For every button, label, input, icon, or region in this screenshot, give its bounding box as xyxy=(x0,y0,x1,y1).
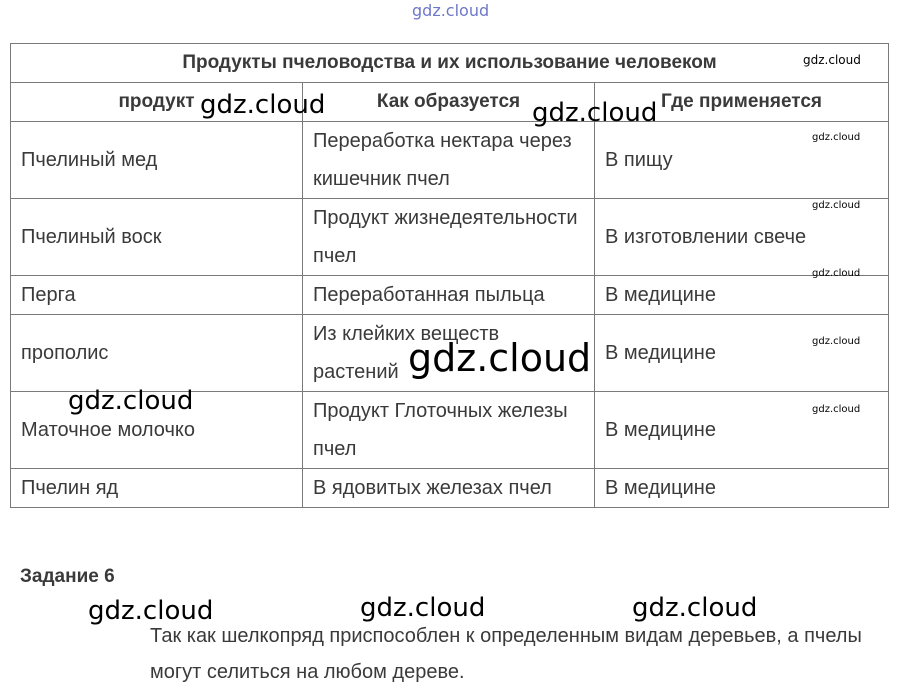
watermark: gdz.cloud xyxy=(68,386,194,416)
cell-usage: В медицине xyxy=(595,276,889,315)
cell-usage: В медицине xyxy=(595,392,889,469)
watermark: gdz.cloud xyxy=(632,593,758,623)
cell-product: Перга xyxy=(11,276,303,315)
cell-product: Пчелиный мед xyxy=(11,122,303,199)
cell-formation: Переработка нектара через кишечник пчел xyxy=(303,122,595,199)
watermark: gdz.cloud xyxy=(812,336,861,347)
watermark: gdz.cloud xyxy=(812,132,861,143)
cell-formation: Продукт Глоточных железы пчел xyxy=(303,392,595,469)
watermark: gdz.cloud xyxy=(803,53,861,67)
watermark: gdz.cloud xyxy=(200,90,326,120)
cell-usage: В изготовлении свече xyxy=(595,199,889,276)
table-row xyxy=(11,276,889,315)
cell-usage: В медицине xyxy=(595,315,889,392)
cell-formation: В ядовитых железах пчел xyxy=(303,469,595,508)
table-caption: Продукты пчеловодства и их использование человеком xyxy=(11,44,889,83)
cell-usage: В пищу xyxy=(595,122,889,199)
watermark: gdz.cloud xyxy=(812,404,861,415)
table-row xyxy=(11,199,889,276)
watermark: gdz.cloud xyxy=(532,98,658,128)
cell-product: прополис xyxy=(11,315,303,392)
cell-product: Маточное молочко xyxy=(11,392,303,469)
watermark: gdz.cloud xyxy=(812,268,861,279)
cell-formation: Продукт жизнедеятельности пчел xyxy=(303,199,595,276)
cell-formation: Из клейких веществ растений xyxy=(303,315,595,392)
cell-product: Пчелиный воск xyxy=(11,199,303,276)
cell-product: Пчелин яд xyxy=(11,469,303,508)
task-answer: Так как шелкопряд приспособлен к определенным видам деревьев, а пчелы могут селиться на любом дереве. xyxy=(150,625,862,683)
column-header-formation: Как образуется xyxy=(303,83,595,122)
cell-usage: В медицине xyxy=(595,469,889,508)
watermark-top: gdz.cloud xyxy=(412,1,490,20)
table-row xyxy=(11,122,889,199)
watermark: gdz.cloud xyxy=(360,593,486,623)
task-title: Задание 6 xyxy=(20,566,115,587)
table-row xyxy=(11,469,889,508)
column-header-usage: Где применяется xyxy=(595,83,889,122)
watermark: gdz.cloud xyxy=(812,200,861,211)
products-table xyxy=(10,43,889,508)
cell-formation: Переработанная пыльца xyxy=(303,276,595,315)
column-header-product: продукт xyxy=(11,83,303,122)
watermark: gdz.cloud xyxy=(408,336,592,380)
watermark: gdz.cloud xyxy=(88,596,214,626)
